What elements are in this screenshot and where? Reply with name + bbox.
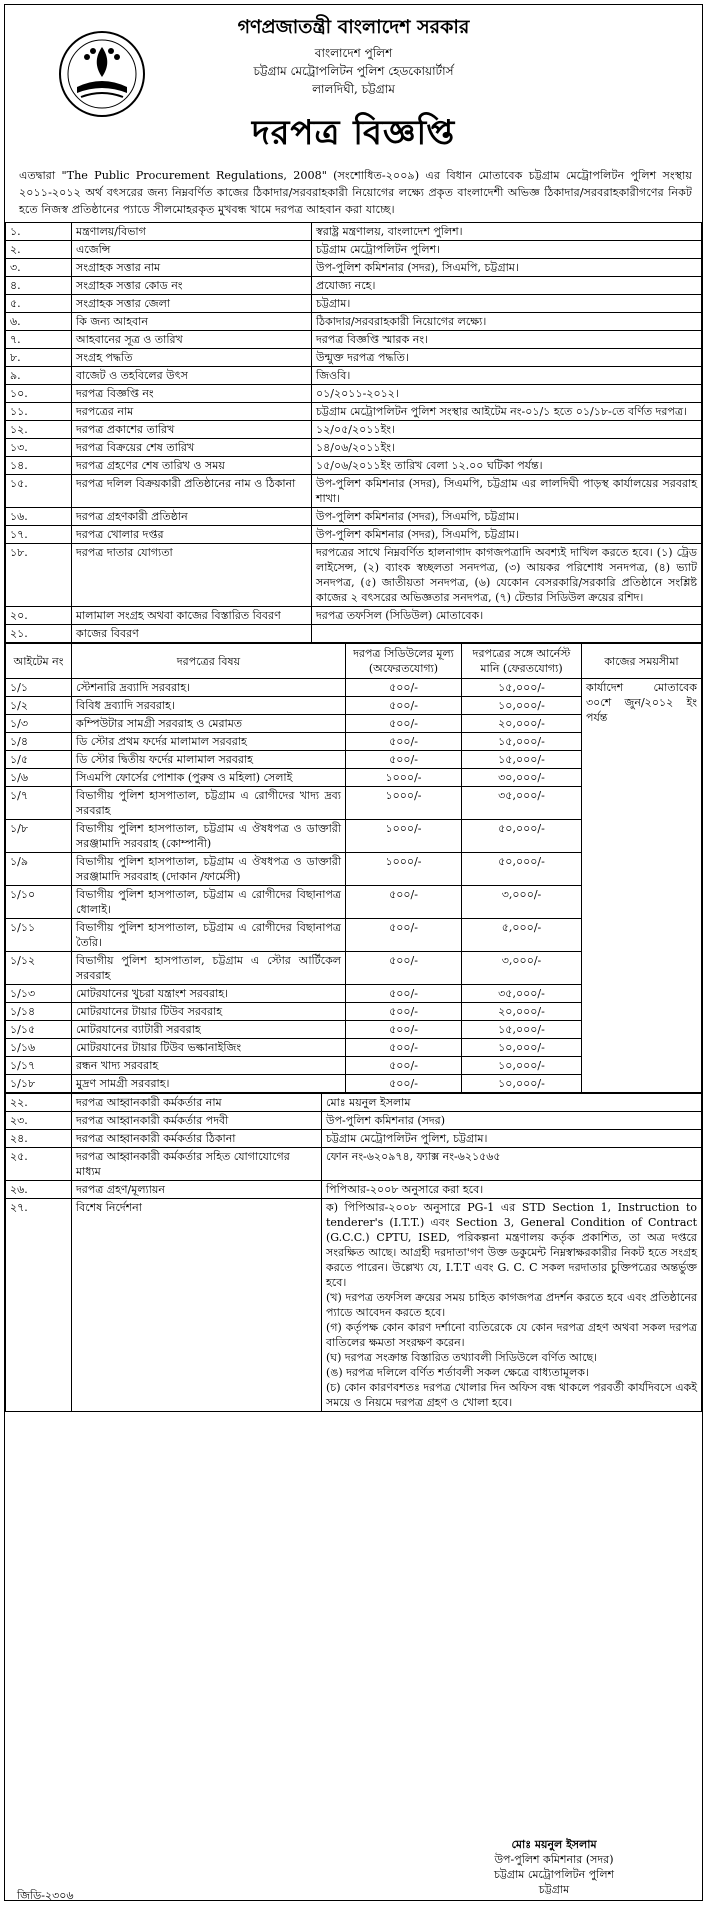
signature-block xyxy=(434,1837,674,1897)
item-subject: ডি স্টোর প্রথম ফর্দের মালামাল সরবরাহ xyxy=(72,733,346,751)
row-value: ঠিকাদার/সরবরাহকারী নিয়োগের লক্ষ্যে। xyxy=(312,313,702,331)
special-instruction-item: ক) পিপিআর-২০০৮ অনুসারে PG-1 এর STD Section 1, Instruction to tenderer's (I.T.T.) এবং Section 3, General Condition of Contract (G.C.C.) CPTU, ISED, পরিকল্পনা মন্ত্রণালয় কর্তৃক প্রকাশিত, তা অত্র দপ্তরে সংরক্ষিত আছে। আগ্রহী দরদাতা'গণ উক্ত ডকুমেন্ট নিম্নস্বাক্ষরকারীর নিকট হতে সংগ্রহ করতে পারেন। উল্লেখ্য যে, I.T.T এবং G. C. C সকল দরদাতার চুক্তিপত্রের অন্তর্ভুক্ত হবে। xyxy=(326,1201,697,1289)
row-number: ৯. xyxy=(6,367,72,385)
item-number: ১/১৫ xyxy=(6,1021,72,1039)
info-row xyxy=(6,403,702,421)
info-row xyxy=(6,439,702,457)
row-number: ১২. xyxy=(6,421,72,439)
items-table xyxy=(5,643,702,1093)
item-number: ১/১ xyxy=(6,679,72,697)
org-line-1: বাংলাদেশ পুলিশ xyxy=(314,46,393,60)
info-row xyxy=(6,1181,702,1199)
row-number: ১৪. xyxy=(6,457,72,475)
row-label: দরপত্রের নাম xyxy=(72,403,312,421)
item-earnest-money: ১৫,০০০/- xyxy=(462,733,582,751)
row-value: উপ-পুলিশ কমিশনার (সদর), সিএমপি, চট্টগ্রাম। xyxy=(312,526,702,544)
row-label: দরপত্র খোলার দপ্তর xyxy=(72,526,312,544)
info-row xyxy=(6,508,702,526)
row-value: উপ-পুলিশ কমিশনার (সদর) xyxy=(322,1112,702,1130)
info-row xyxy=(6,421,702,439)
row-value: মোঃ ময়নুল ইসলাম xyxy=(322,1094,702,1112)
item-earnest-money: ২০,০০০/- xyxy=(462,715,582,733)
info-row xyxy=(6,259,702,277)
row-number: ১৮. xyxy=(6,544,72,607)
item-earnest-money: ৩,০০০/- xyxy=(462,952,582,985)
item-earnest-money: ৩০,০০০/- xyxy=(462,769,582,787)
row-number: ১৬. xyxy=(6,508,72,526)
row-number: ৩. xyxy=(6,259,72,277)
info-row xyxy=(6,295,702,313)
row-label: কাজের বিবরণ xyxy=(72,625,312,643)
item-schedule-price: ১০০০/- xyxy=(346,787,462,820)
item-number: ১/১৭ xyxy=(6,1057,72,1075)
org-line-3: লালদিঘী, চট্টগ্রাম xyxy=(312,82,395,96)
row-number: ৪. xyxy=(6,277,72,295)
row-label: দরপত্র বিক্রয়ের শেষ তারিখ xyxy=(72,439,312,457)
row-label: মন্ত্রণালয়/বিভাগ xyxy=(72,223,312,241)
row-number: ৫. xyxy=(6,295,72,313)
row-number: ২২. xyxy=(6,1094,72,1112)
header xyxy=(5,5,702,165)
items-header-row xyxy=(6,644,702,679)
row-value: উন্মুক্ত দরপত্র পদ্ধতি। xyxy=(312,349,702,367)
row-value: উপ-পুলিশ কমিশনার (সদর), সিএমপি, চট্টগ্রাম এর লালদিঘী পাড়স্থ কার্যালয়ের সরবরাহ শাখা। xyxy=(312,475,702,508)
item-schedule-price: ১০০০/- xyxy=(346,769,462,787)
row-label: দরপত্র দাতার যোগ্যতা xyxy=(72,544,312,607)
row-label: সংগ্রাহক সত্তার কোড নং xyxy=(72,277,312,295)
item-earnest-money: ১০,০০০/- xyxy=(462,1075,582,1093)
row-number: ২৭. xyxy=(6,1199,72,1412)
item-subject: বিভাগীয় পুলিশ হাসপাতাল, চট্টগ্রাম এ রোগীদের বিছানাপত্র ধোলাই। xyxy=(72,886,346,919)
info-table-b xyxy=(5,1093,702,1412)
item-subject: ডি স্টোর দ্বিতীয় ফর্দের মালামাল সরবরাহ xyxy=(72,751,346,769)
item-earnest-money: ১০,০০০/- xyxy=(462,697,582,715)
item-number: ১/১০ xyxy=(6,886,72,919)
special-instruction-item: (ঙ) দরপত্র দলিলে বর্ণিত শর্তাবলী সকল ক্ষেত্রে বাধ্যতামূলক। xyxy=(326,1366,589,1379)
row-label: দরপত্র গ্রহণের শেষ তারিখ ও সময় xyxy=(72,457,312,475)
item-subject: মোটরযানের টায়ার টিউব সরবরাহ xyxy=(72,1003,346,1021)
item-schedule-price: ১০০০/- xyxy=(346,853,462,886)
item-subject: কম্পিউটার সামগ্রী সরবরাহ ও মেরামত xyxy=(72,715,346,733)
row-label: সংগ্রাহক সত্তার জেলা xyxy=(72,295,312,313)
row-value: ১৫/০৬/২০১১ইং তারিখ বেলা ১২.০০ ঘটিকা পর্যন্ত। xyxy=(312,457,702,475)
row-number: ৭. xyxy=(6,331,72,349)
row-label: দরপত্র আহ্বানকারী কর্মকর্তার পদবী xyxy=(72,1112,322,1130)
info-row xyxy=(6,349,702,367)
row-number: ১৭. xyxy=(6,526,72,544)
intro-paragraph: এতদ্বারা "The Public Procurement Regulations, 2008" (সংশোধিত-২০০৯) এর বিধান মোতাবেক চট্টগ্রাম মেট্রোপলিটন পুলিশ সংস্থায় ২০১১-২০১২ অর্থ বৎসরের জন্য নিম্নবর্ণিত কাজের ঠিকাদার/সরবরাহকারী নিয়োগের লক্ষ্যে প্রকৃত বাংলাদেশী অভিজ্ঞ ঠিকাদার/সরবরাহকারীগণের নিকট হতে নিজস্ব প্রতিষ্ঠানের প্যাডে সীলমোহরকৃত মুখবন্ধ খামে দরপত্র আহবান করা যাচ্ছে। xyxy=(19,169,692,216)
row-value: প্রযোজ্য নহে। xyxy=(312,277,702,295)
item-earnest-money: ১৫,০০০/- xyxy=(462,679,582,697)
government-title: গণপ্রজাতন্ত্রী বাংলাদেশ সরকার xyxy=(237,16,470,38)
info-row xyxy=(6,1112,702,1130)
item-number: ১/১৪ xyxy=(6,1003,72,1021)
info-row xyxy=(6,1130,702,1148)
row-value: পিপিআর-২০০৮ অনুসারে করা হবে। xyxy=(322,1181,702,1199)
time-limit: কার্যাদেশ মোতাবেক ৩০শে জুন/২০১২ ইং পর্যন্ত xyxy=(582,679,702,1093)
row-number: ১৩. xyxy=(6,439,72,457)
item-schedule-price: ৫০০/- xyxy=(346,751,462,769)
row-label: দরপত্র প্রকাশের তারিখ xyxy=(72,421,312,439)
row-number: ৬. xyxy=(6,313,72,331)
item-number: ১/৩ xyxy=(6,715,72,733)
info-row xyxy=(6,475,702,508)
item-subject: বিভাগীয় পুলিশ হাসপাতাল, চট্টগ্রাম এ স্টোর আর্টিকেল সরবরাহ xyxy=(72,952,346,985)
item-schedule-price: ৫০০/- xyxy=(346,1039,462,1057)
info-row xyxy=(6,385,702,403)
item-subject: মোটরযানের ব্যাটারী সরবরাহ xyxy=(72,1021,346,1039)
item-schedule-price: ৫০০/- xyxy=(346,697,462,715)
item-earnest-money: ৩৫,০০০/- xyxy=(462,787,582,820)
signatory-org: চট্টগ্রাম মেট্রোপলিটন পুলিশ xyxy=(493,1868,615,1881)
info-row xyxy=(6,313,702,331)
header-earnest-money: দরপত্রের সঙ্গে আর্নেস্ট মানি (ফেরতযোগ্য) xyxy=(462,644,582,679)
gd-code: জিডি-২৩০৬ xyxy=(17,1889,74,1901)
row-value: চট্টগ্রাম মেট্রোপলিটন পুলিশ। xyxy=(312,241,702,259)
item-number: ১/১৬ xyxy=(6,1039,72,1057)
item-schedule-price: ৫০০/- xyxy=(346,715,462,733)
header-item-no: আইটেম নং xyxy=(6,644,72,679)
info-row xyxy=(6,607,702,625)
row-label: দরপত্র আহ্বানকারী কর্মকর্তার ঠিকানা xyxy=(72,1130,322,1148)
info-row xyxy=(6,526,702,544)
row-value: চট্টগ্রাম মেট্রোপলিটন পুলিশ, চট্টগ্রাম। xyxy=(322,1130,702,1148)
info-row xyxy=(6,1094,702,1112)
row-number: ১. xyxy=(6,223,72,241)
row-value: দরপত্রের সাথে নিম্নবর্ণিত হালনাগাদ কাগজপত্রাদি অবশ্যই দাখিল করতে হবে। (১) ট্রেড লাইসেন্স, (২) ব্যাংক স্বচ্ছলতা সনদপত্র, (৩) আয়কর পরিশোধ সনদপত্র, (৪) ভ্যাট সনদপত্র, (৫) জাতীয়তা সনদপত্র, (৬) যেকোন বেসরকারি/সরকারি প্রতিষ্ঠানে সংশ্লিষ্ট কাজের ২ বৎসরের অভিজ্ঞতার সনদপত্র, (৭) টেন্ডার সিডিউল ক্রয়ের রশিদ। xyxy=(312,544,702,607)
info-row xyxy=(6,544,702,607)
row-value: চট্টগ্রাম মেট্রোপলিটন পুলিশ সংস্থার আইটেম নং-০১/১ হতে ০১/১৮-তে বর্ণিত দরপত্র। xyxy=(312,403,702,421)
item-subject: বিভাগীয় পুলিশ হাসপাতাল, চট্টগ্রাম এ ঔষধপত্র ও ডাক্তারী সরঞ্জামাদি সরবরাহ (কোম্পানী) xyxy=(72,820,346,853)
row-label: বাজেট ও তহবিলের উৎস xyxy=(72,367,312,385)
row-number: ২০. xyxy=(6,607,72,625)
row-value: স্বরাষ্ট্র মন্ত্রণালয়, বাংলাদেশ পুলিশ। xyxy=(312,223,702,241)
item-earnest-money: ৫০,০০০/- xyxy=(462,820,582,853)
row-value: ১৪/০৬/২০১১ইং। xyxy=(312,439,702,457)
row-number: ১৫. xyxy=(6,475,72,508)
special-instruction-item: (ঘ) দরপত্র সংক্রান্ত বিস্তারিত তথ্যাবলী সিডিউলে বর্ণিত আছে। xyxy=(326,1351,598,1364)
item-earnest-money: ২০,০০০/- xyxy=(462,1003,582,1021)
item-number: ১/২ xyxy=(6,697,72,715)
table-row xyxy=(6,679,702,697)
item-subject: বিভাগীয় পুলিশ হাসপাতাল, চট্টগ্রাম এ ঔষধপত্র ও ডাক্তারী সরঞ্জামাদি সরবরাহ (দোকান /ফার্মেসী) xyxy=(72,853,346,886)
row-value: উপ-পুলিশ কমিশনার (সদর), সিএমপি, চট্টগ্রাম। xyxy=(312,508,702,526)
header-subject: দরপত্রের বিষয় xyxy=(72,644,346,679)
row-number: ১১. xyxy=(6,403,72,421)
info-table-a xyxy=(5,222,702,643)
header-time-limit: কাজের সময়সীমা xyxy=(582,644,702,679)
item-number: ১/১১ xyxy=(6,919,72,952)
item-number: ১/১৩ xyxy=(6,985,72,1003)
item-subject: বিভাগীয় পুলিশ হাসপাতাল, চট্টগ্রাম এ রোগীদের খাদ্য দ্রব্য সরবরাহ xyxy=(72,787,346,820)
row-label: দরপত্র আহ্বানকারী কর্মকর্তার নাম xyxy=(72,1094,322,1112)
row-label: দরপত্র গ্রহণ/মূল্যায়ন xyxy=(72,1181,322,1199)
item-earnest-money: ১০,০০০/- xyxy=(462,1039,582,1057)
signatory-place: চট্টগ্রাম xyxy=(538,1883,570,1896)
item-subject: স্টেশনারি দ্রব্যাদি সরবরাহ। xyxy=(72,679,346,697)
item-schedule-price: ৫০০/- xyxy=(346,919,462,952)
row-label: বিশেষ নির্দেশনা xyxy=(72,1199,322,1412)
info-row xyxy=(6,241,702,259)
info-row xyxy=(6,625,702,643)
notice-title: দরপত্র বিজ্ঞপ্তি xyxy=(251,113,456,153)
row-number: ২৬. xyxy=(6,1181,72,1199)
item-number: ১/৪ xyxy=(6,733,72,751)
item-schedule-price: ৫০০/- xyxy=(346,952,462,985)
item-number: ১/৭ xyxy=(6,787,72,820)
item-subject: সিএমপি ফোর্সের পোশাক (পুরুষ ও মহিলা) সেলাই xyxy=(72,769,346,787)
info-row xyxy=(6,331,702,349)
row-label: দরপত্র গ্রহণকারী প্রতিষ্ঠান xyxy=(72,508,312,526)
item-earnest-money: ১৫,০০০/- xyxy=(462,1021,582,1039)
row-value: চট্টগ্রাম। xyxy=(312,295,702,313)
info-row xyxy=(6,1148,702,1181)
info-row xyxy=(6,277,702,295)
item-earnest-money: ৩,০০০/- xyxy=(462,886,582,919)
item-schedule-price: ৫০০/- xyxy=(346,1057,462,1075)
row-number: ৮. xyxy=(6,349,72,367)
header-price: দরপত্র সিডিউলের মূল্য (অফেরতযোগ্য) xyxy=(346,644,462,679)
item-earnest-money: ৫,০০০/- xyxy=(462,919,582,952)
row-label: সংগ্রহ পদ্ধতি xyxy=(72,349,312,367)
row-label: দরপত্র দলিল বিক্রয়কারী প্রতিষ্ঠানের নাম ও ঠিকানা xyxy=(72,475,312,508)
row-value: ফোন নং-৬২০৯৭৪, ফ্যাক্স নং-৬২১৫৬৫ xyxy=(322,1148,702,1181)
item-schedule-price: ৫০০/- xyxy=(346,886,462,919)
special-instruction-item: (খ) দরপত্র তফসিল ক্রয়ের সময় চাহিত কাগজপত্র প্রদর্শন করতে হবে এবং প্রতিষ্ঠানের প্যাডে আবেদন করতে হবে। xyxy=(326,1291,697,1319)
special-instructions xyxy=(322,1199,702,1412)
item-schedule-price: ৫০০/- xyxy=(346,1003,462,1021)
item-earnest-money: ১৫,০০০/- xyxy=(462,751,582,769)
item-number: ১/৬ xyxy=(6,769,72,787)
info-row xyxy=(6,457,702,475)
row-label: দরপত্র বিজ্ঞপ্তি নং xyxy=(72,385,312,403)
item-subject: বিভাগীয় পুলিশ হাসপাতাল, চট্টগ্রাম এ রোগীদের বিছানাপত্র তৈরি। xyxy=(72,919,346,952)
info-row xyxy=(6,367,702,385)
signatory-title: উপ-পুলিশ কমিশনার (সদর) xyxy=(494,1853,614,1866)
special-instruction-item: (গ) কর্তৃপক্ষ কোন কারণ দর্শানো ব্যতিরেকে যে কোন দরপত্র গ্রহণ অথবা সকল দরপত্র বাতিলের ক্ষমতা সংরক্ষণ করেন। xyxy=(326,1321,697,1349)
item-number: ১/৯ xyxy=(6,853,72,886)
row-number: ২১. xyxy=(6,625,72,643)
row-value: ১২/০৫/২০১১ইং। xyxy=(312,421,702,439)
row-label: আহবানের সূত্র ও তারিখ xyxy=(72,331,312,349)
special-instruction-item: (চ) কোন কারণবশতঃ দরপত্র খোলার দিন অফিস বন্ধ থাকলে পরবর্তী কার্যদিবসে একই সময়ে ও নিয়মে দরপত্র গ্রহণ ও খোলা হবে। xyxy=(326,1381,697,1409)
item-schedule-price: ৫০০/- xyxy=(346,733,462,751)
org-line-2: চট্টগ্রাম মেট্রোপলিটন পুলিশ হেডকোয়ার্টার্স xyxy=(253,64,454,78)
item-subject: মুদ্রণ সামগ্রী সরবরাহ। xyxy=(72,1075,346,1093)
row-label: দরপত্র আহ্বানকারী কর্মকর্তার সহিত যোগাযোগের মাধ্যম xyxy=(72,1148,322,1181)
item-subject: মোটরযানের টায়ার টিউব ভল্কানাইজিং xyxy=(72,1039,346,1057)
row-value: ০১/২০১১-২০১২। xyxy=(312,385,702,403)
item-schedule-price: ৫০০/- xyxy=(346,985,462,1003)
item-number: ১/৮ xyxy=(6,820,72,853)
item-subject: বিবিধ দ্রব্যাদি সরবরাহ। xyxy=(72,697,346,715)
row-value: জিওবি। xyxy=(312,367,702,385)
item-subject: মোটরযানের খুচরা যন্ত্রাংশ সরবরাহ। xyxy=(72,985,346,1003)
row-label: মালামাল সংগ্রহ অথবা কাজের বিস্তারিত বিবরণ xyxy=(72,607,312,625)
row-number: ২৫. xyxy=(6,1148,72,1181)
row-value: উপ-পুলিশ কমিশনার (সদর), সিএমপি, চট্টগ্রাম। xyxy=(312,259,702,277)
row-number: ১০. xyxy=(6,385,72,403)
row-value xyxy=(312,625,702,643)
item-schedule-price: ৫০০/- xyxy=(346,679,462,697)
item-number: ১/১৮ xyxy=(6,1075,72,1093)
row-label: কি জন্য আহবান xyxy=(72,313,312,331)
item-number: ১/১২ xyxy=(6,952,72,985)
item-subject: রন্ধন খাদ্য সরবরাহ xyxy=(72,1057,346,1075)
row-number: ২৩. xyxy=(6,1112,72,1130)
row-label: এজেন্সি xyxy=(72,241,312,259)
item-earnest-money: ৩৫,০০০/- xyxy=(462,985,582,1003)
tender-notice-page xyxy=(4,4,703,1901)
row-label: সংগ্রাহক সত্তার নাম xyxy=(72,259,312,277)
row-value: দরপত্র বিজ্ঞপ্তি স্মারক নং। xyxy=(312,331,702,349)
item-earnest-money: ৫০,০০০/- xyxy=(462,853,582,886)
item-earnest-money: ১০,০০০/- xyxy=(462,1057,582,1075)
signatory-name: মোঃ ময়নুল ইসলাম xyxy=(511,1838,597,1851)
row-value: দরপত্র তফসিল (সিডিউল) মোতাবেক। xyxy=(312,607,702,625)
row-number: ২৪. xyxy=(6,1130,72,1148)
item-schedule-price: ৫০০/- xyxy=(346,1021,462,1039)
row-number: ২. xyxy=(6,241,72,259)
item-number: ১/৫ xyxy=(6,751,72,769)
special-instructions-row xyxy=(6,1199,702,1412)
item-schedule-price: ১০০০/- xyxy=(346,820,462,853)
item-schedule-price: ৫০০/- xyxy=(346,1075,462,1093)
info-row xyxy=(6,223,702,241)
